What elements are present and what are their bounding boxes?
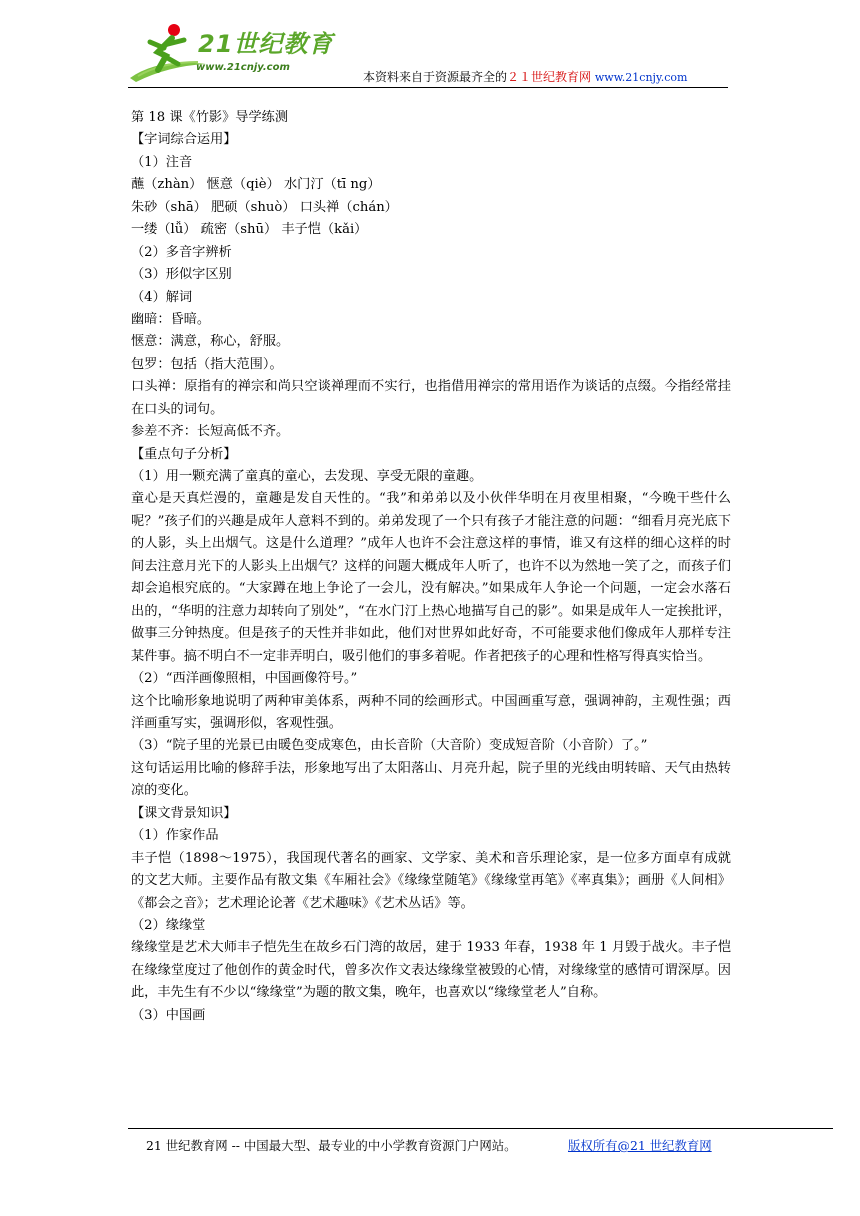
sentence-1-title: （1）用一颗充满了童真的童心，去发现、享受无限的童趣。: [131, 469, 483, 485]
pinyin-line-1: 蘸（zhàn） 惬意（qiè） 水门汀（tī ng）: [131, 177, 381, 193]
tagline-text: 本资料来自于资源最齐全的: [363, 70, 508, 84]
lesson-title: 第 18 课《竹影》导学练测: [131, 110, 289, 125]
runner-logo-icon: [128, 18, 208, 84]
header-tagline: [363, 68, 687, 85]
sentence-1-analysis: 童心是天真烂漫的，童趣是发自天性的。“我”和弟弟以及小伙伴华明在月夜里相聚，“今晚干些什么呢？”孩子们的兴趣是成年人意料不到的。弟弟发现了一个只有孩子才能注意的问题：“细看月亮光底下的人影，头上出烟气。这是什么道理？”成年人也许不会注意这样的事情，谁又有这样的细心这样的时间去注意月光下的人影头上出烟气？这样的问题大概成年人听了，也许不以为然地一笑了之，而孩子们却会追根究底的。“大家蹲在地上争论了一会儿，没有解决。”如果成年人争论一个问题，一定会水落石出的，“华明的注意力却转向了别处”，“在水门汀上热心地描写自己的影”。如果是成年人一定挨批评，做事三分钟热度。但是孩子的天性并非如此，他们对世界如此好奇，不可能要求他们像成年人那样专注某件事。搞不明白不一定非弄明白，吸引他们的事多着呢。作者把孩子的心理和性格写得真实恰当。: [131, 491, 731, 664]
logo-text: 21世纪教育: [198, 30, 334, 58]
footer-text: 21 世纪教育网 -- 中国最大型、最专业的中小学教育资源门户网站。: [146, 1138, 517, 1153]
header-divider: [128, 87, 728, 88]
tagline-brand-link[interactable]: ２１世纪教育网: [507, 70, 592, 84]
sub-heading-xingsi: （3）形似字区别: [131, 267, 232, 283]
sentence-3-title: （3）“院子里的光景已由暖色变成寒色，由长音阶（大音阶）变成短音阶（小音阶）了。”: [131, 738, 648, 754]
sub-heading-zhuyin: （1）注音: [131, 154, 193, 170]
background-2-text: 缘缘堂是艺术大师丰子恺先生在故乡石门湾的故居，建于 1933 年春，1938 年 1 月毁于战火。丰子恺在缘缘堂度过了他创作的黄金时代，曾多次作文表达缘缘堂被毁的心情，对缘缘堂的感情可谓深厚。因此，丰先生有不少以“缘缘堂”为题的散文集，晚年，也喜欢以“缘缘堂老人”自称。: [131, 940, 731, 1001]
sentence-2-title: （2）“西洋画像照相，中国画像符号。”: [131, 671, 358, 687]
sub-heading-duoyin: （2）多音字辨析: [131, 244, 232, 260]
pinyin-line-3: 一缕（lǚ） 疏密（shū） 丰子恺（kǎi）: [131, 222, 368, 238]
logo-url: www.21cnjy.com: [196, 62, 290, 73]
definition-youan: 幽暗：昏暗。: [131, 311, 211, 327]
background-1-text: 丰子恺（1898～1975），我国现代著名的画家、文学家、美术和音乐理论家，是一位多方面卓有成就的文艺大师。主要作品有散文集《车厢社会》《缘缘堂随笔》《缘缘堂再笔》《率真集》；画册《人间相》《都会之音》；艺术理论论著《艺术趣味》《艺术丛话》等。: [131, 850, 731, 911]
copyright-link[interactable]: 版权所有@21 世纪教育网: [568, 1138, 712, 1153]
sentence-3-analysis: 这句话运用比喻的修辞手法，形象地写出了太阳落山、月亮升起，院子里的光线由明转暗、天气由热转凉的变化。: [131, 760, 731, 799]
sentence-2-analysis: 这个比喻形象地说明了两种审美体系，两种不同的绘画形式。中国画重写意，强调神韵，主观性强；西洋画重写实，强调形似，客观性强。: [131, 693, 731, 731]
page-footer: [146, 1136, 712, 1154]
footer-divider: [128, 1128, 833, 1129]
definition-qieyi: 惬意：满意，称心，舒服。: [131, 334, 290, 350]
section-heading-juzi: 【重点句子分析】: [131, 446, 237, 462]
pinyin-line-2: 朱砂（shā） 肥硕（shuò） 口头禅（chán）: [131, 199, 398, 215]
definition-baoluo: 包罗：包括（指大范围）。: [131, 356, 283, 372]
background-2-title: （2）缘缘堂: [131, 918, 206, 934]
tagline-url-link[interactable]: www.21cnjy.com: [594, 71, 688, 84]
sub-heading-jieci: （4）解词: [131, 289, 193, 305]
page-header: [128, 18, 728, 88]
section-heading-beijing: 【课文背景知识】: [131, 805, 237, 821]
document-body: [131, 107, 731, 1027]
definition-koutouchan: 口头禅：原指有的禅宗和尚只空谈禅理而不实行，也指借用禅宗的常用语作为谈话的点缀。今指经常挂在口头的词句。: [131, 379, 731, 417]
background-3-title: （3）中国画: [131, 1007, 206, 1023]
section-heading-ci: 【字词综合运用】: [131, 132, 237, 148]
definition-cenci: 参差不齐：长短高低不齐。: [131, 424, 290, 440]
background-1-title: （1）作家作品: [131, 828, 219, 844]
site-logo[interactable]: [128, 18, 338, 84]
